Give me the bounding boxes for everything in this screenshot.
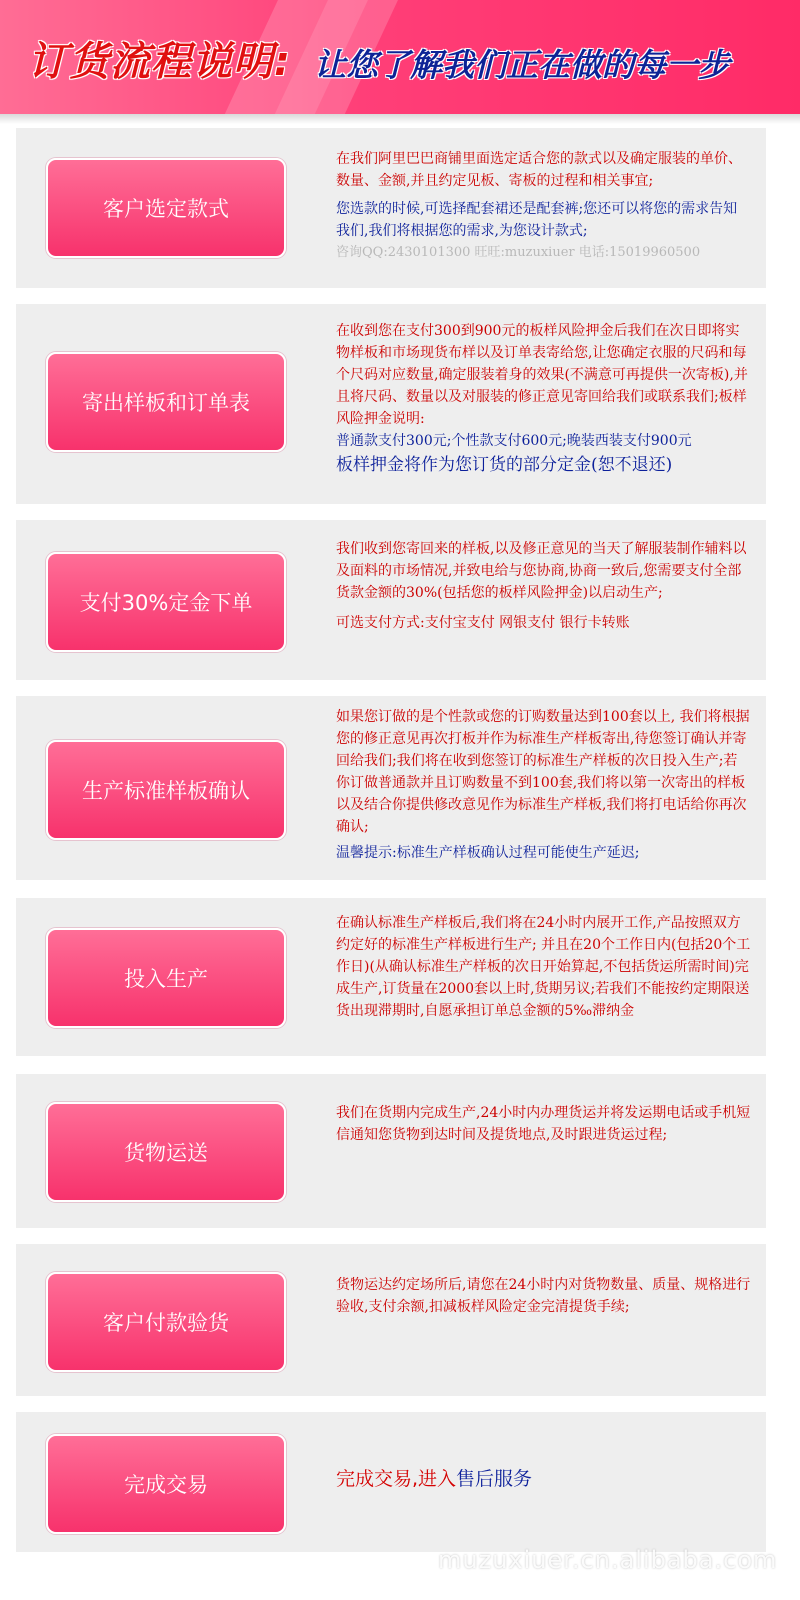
step-text: 在确认标准生产样板后,我们将在24小时内展开工作,产品按照双方约定好的标准生产样板进行生产; 并且在20个工作日内(包括20个工作日)(从确认标准生产样板的次日开始算起,不包括货运所需时间)完成生产,订货量在2000套以上时,货期另议;若我们不能按约定期限送货出现滞期时,自愿承担订单总金额的5‰滞纳金 <box>336 915 751 1019</box>
step-button[interactable]: 货物运送 <box>46 1102 286 1202</box>
tip-text: 温馨提示:标准生产样板确认过程可能使生产延迟; <box>336 845 640 861</box>
step-button[interactable]: 投入生产 <box>46 928 286 1028</box>
final-text-red: 完成交易,进入 <box>336 1468 457 1490</box>
step-production <box>16 898 766 1056</box>
page-title: 订货流程说明: <box>28 39 291 85</box>
deposit-note: 板样押金将作为您订货的部分定金(恕不退还) <box>336 455 673 475</box>
header-banner <box>0 0 800 114</box>
step-text: 如果您订做的是个性款或您的订购数量达到100套以上, 我们将根据您的修正意见再次打板并作为标准生产样板寄出,待您签订确认并寄回给我们;我们将在收到您签订的标准生产样板的次日投入生产;若你订做普通款并且订购数量不到100套,我们将以第一次寄出的样板以及结合你提供修改意见作为标准生产样板,我们将打电话给你再次确认; <box>336 709 750 835</box>
contact-info: 咨询QQ:2430101300 旺旺:muzuxiuer 电话:15019960500 <box>336 245 701 260</box>
deposit-tiers: 普通款支付300元;个性款支付600元;晚装西装支付900元 <box>336 433 692 449</box>
step-description <box>336 320 751 478</box>
step-button[interactable]: 客户选定款式 <box>46 158 286 258</box>
page-subtitle: 让您了解我们正在做的每一步 <box>314 46 731 84</box>
step-send-sample <box>16 304 766 504</box>
step-description <box>336 912 751 1022</box>
step-payment-inspection <box>16 1244 766 1396</box>
final-text <box>336 1468 751 1490</box>
step-shipping <box>16 1074 766 1228</box>
step-description <box>336 706 751 864</box>
step-text: 我们在货期内完成生产,24小时内办理货运并将发运期电话或手机短信通知您货物到达时间及提货地点,及时跟进货运过程; <box>336 1105 751 1143</box>
step-button[interactable]: 生产标准样板确认 <box>46 740 286 840</box>
step-button[interactable]: 支付30%定金下单 <box>46 552 286 652</box>
step-button[interactable]: 客户付款验货 <box>46 1272 286 1372</box>
step-description <box>336 1274 751 1318</box>
payment-methods: 可选支付方式:支付宝支付 网银支付 银行卡转账 <box>336 615 630 631</box>
step-text: 货物运达约定场所后,请您在24小时内对货物数量、质量、规格进行验收,支付余额,扣减板样风险定金完清提货手续; <box>336 1277 751 1315</box>
step-description <box>336 148 751 264</box>
header-shadow <box>0 114 800 124</box>
after-sales-link[interactable]: 售后服务 <box>456 1468 533 1490</box>
step-text: 在我们阿里巴巴商铺里面选定适合您的款式以及确定服装的单价、数量、金额,并且约定见板、寄板的过程和相关事宜; <box>336 151 742 189</box>
step-description <box>336 1102 751 1146</box>
watermark: muzuxiuer.cn.alibaba.com <box>438 1546 778 1574</box>
step-button[interactable]: 寄出样板和订单表 <box>46 352 286 452</box>
step-text: 我们收到您寄回来的样板,以及修正意见的当天了解服装制作辅料以及面料的市场情况,并致电给与您协商,协商一致后,您需要支付全部货款金额的30%(包括您的板样风险押金)以启动生产; <box>336 541 747 601</box>
step-complete <box>16 1412 766 1552</box>
step-text-note: 您选款的时候,可选择配套裙还是配套裤;您还可以将您的需求告知我们,我们将根据您的需求,为您设计款式; <box>336 201 738 239</box>
step-pay-deposit <box>16 520 766 680</box>
step-select-style <box>16 128 766 288</box>
step-description <box>336 538 751 634</box>
step-text: 在收到您在支付300到900元的板样风险押金后我们在次日即将实物样板和市场现货布样以及订单表寄给您,让您确定衣服的尺码和每个尺码对应数量,确定服装着身的效果(不满意可再提供一次寄板),并且将尺码、数量以及对服装的修正意见寄回给我们或联系我们;板样风险押金说明: <box>336 323 748 427</box>
step-confirm-sample <box>16 696 766 880</box>
step-button[interactable]: 完成交易 <box>46 1434 286 1534</box>
step-description <box>336 1468 751 1490</box>
